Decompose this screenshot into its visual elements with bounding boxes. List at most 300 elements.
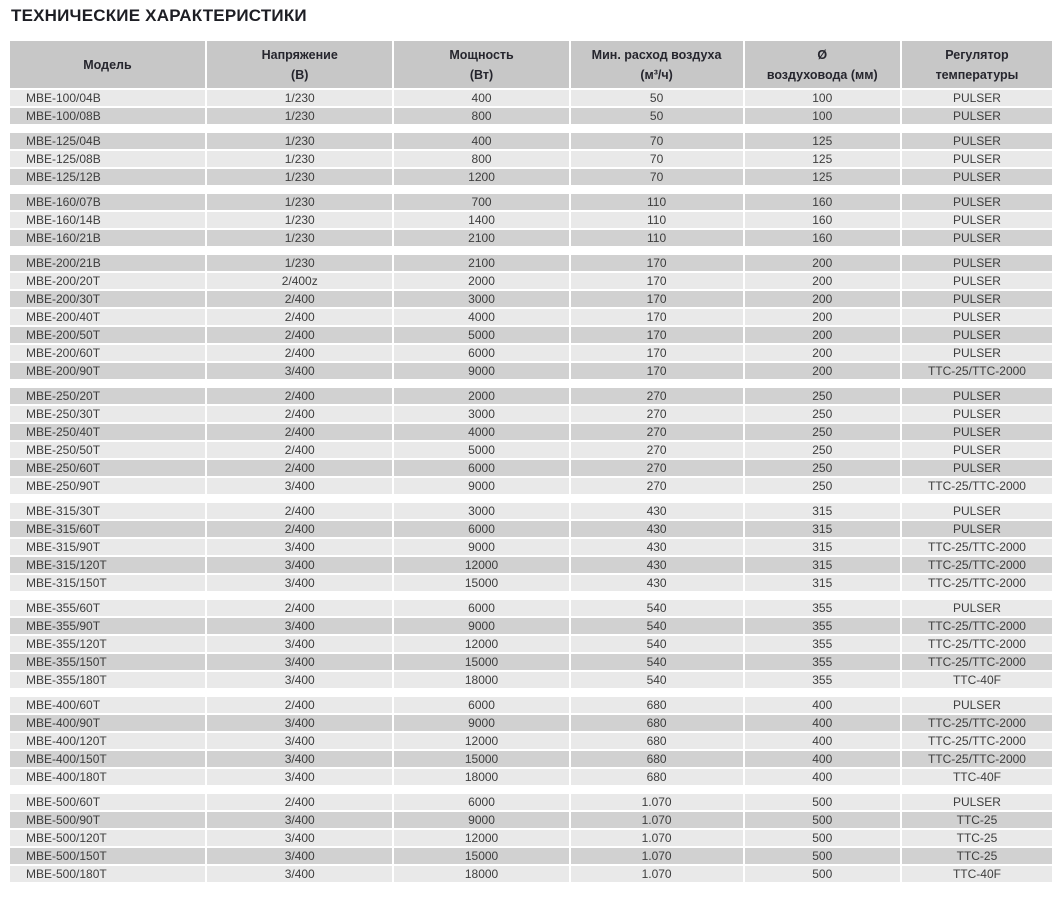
cell-model: MBE-400/150T [10,751,207,767]
column-header-unit: (В) [291,67,309,82]
table-row [10,539,1052,555]
cell-diameter: 400 [745,733,902,749]
cell-power: 6000 [394,600,570,616]
cell-diameter: 315 [745,521,902,537]
cell-power: 3000 [394,503,570,519]
table-row [10,794,1052,810]
cell-regulator: TTC-25/TTC-2000 [902,557,1052,573]
cell-regulator: PULSER [902,133,1052,149]
cell-diameter: 400 [745,751,902,767]
cell-regulator: PULSER [902,291,1052,307]
cell-regulator: TTC-25/TTC-2000 [902,715,1052,731]
cell-model: MBE-400/60T [10,697,207,713]
cell-voltage: 2/400 [207,388,395,404]
cell-model: MBE-250/30T [10,406,207,422]
cell-voltage: 2/400 [207,309,395,325]
cell-diameter: 500 [745,830,902,846]
cell-regulator: PULSER [902,108,1052,124]
cell-diameter: 500 [745,848,902,864]
cell-regulator: PULSER [902,90,1052,106]
cell-airflow: 170 [571,291,745,307]
cell-voltage: 2/400 [207,442,395,458]
table-row [10,424,1052,440]
cell-diameter: 100 [745,108,902,124]
cell-airflow: 540 [571,600,745,616]
cell-regulator: TTC-25 [902,848,1052,864]
cell-diameter: 400 [745,697,902,713]
cell-voltage: 2/400 [207,345,395,361]
cell-airflow: 170 [571,273,745,289]
cell-diameter: 355 [745,654,902,670]
column-header-label: Регулятор [945,47,1009,62]
table-row [10,751,1052,767]
cell-airflow: 430 [571,521,745,537]
table-row [10,733,1052,749]
cell-regulator: TTC-25/TTC-2000 [902,478,1052,494]
cell-model: MBE-400/120T [10,733,207,749]
column-header-unit: (м³/ч) [640,67,673,82]
cell-voltage: 2/400 [207,327,395,343]
cell-diameter: 315 [745,539,902,555]
cell-voltage: 3/400 [207,363,395,379]
cell-airflow: 170 [571,345,745,361]
cell-model: MBE-400/90T [10,715,207,731]
cell-model: MBE-200/90T [10,363,207,379]
cell-regulator: TTC-25/TTC-2000 [902,575,1052,591]
cell-model: MBE-200/40T [10,309,207,325]
table-row [10,133,1052,149]
cell-power: 9000 [394,363,570,379]
cell-diameter: 500 [745,866,902,882]
cell-model: MBE-315/30T [10,503,207,519]
cell-power: 12000 [394,830,570,846]
cell-airflow: 430 [571,503,745,519]
column-header-regulator [902,41,1052,88]
table-header [10,41,1052,88]
table-row [10,600,1052,616]
cell-model: MBE-500/180T [10,866,207,882]
cell-airflow: 110 [571,212,745,228]
cell-power: 800 [394,108,570,124]
cell-voltage: 2/400z [207,273,395,289]
cell-voltage: 3/400 [207,812,395,828]
cell-regulator: TTC-40F [902,769,1052,785]
page-title: ТЕХНИЧЕСКИЕ ХАРАКТЕРИСТИКИ [11,6,307,25]
cell-regulator: TTC-25/TTC-2000 [902,539,1052,555]
column-header-unit: воздуховода (мм) [766,67,878,82]
column-header-power [394,41,570,88]
cell-diameter: 315 [745,575,902,591]
column-header-label: Напряжение [261,47,338,62]
cell-voltage: 1/230 [207,151,395,167]
cell-airflow: 540 [571,672,745,688]
table-row [10,406,1052,422]
cell-diameter: 355 [745,618,902,634]
column-header-unit: температуры [935,67,1019,82]
group-gap [10,126,1052,131]
cell-voltage: 2/400 [207,424,395,440]
cell-diameter: 200 [745,291,902,307]
cell-power: 2000 [394,388,570,404]
table-row [10,769,1052,785]
cell-airflow: 270 [571,460,745,476]
cell-model: MBE-100/04B [10,90,207,106]
cell-regulator: PULSER [902,230,1052,246]
cell-model: MBE-100/08B [10,108,207,124]
cell-regulator: PULSER [902,212,1052,228]
cell-power: 2100 [394,230,570,246]
group-gap-cell [10,690,1052,695]
cell-model: MBE-250/40T [10,424,207,440]
cell-airflow: 680 [571,697,745,713]
cell-model: MBE-500/120T [10,830,207,846]
table-row [10,327,1052,343]
cell-power: 5000 [394,442,570,458]
column-header-airflow [571,41,745,88]
cell-power: 800 [394,151,570,167]
cell-model: MBE-355/180T [10,672,207,688]
cell-power: 6000 [394,697,570,713]
cell-diameter: 160 [745,194,902,210]
cell-power: 18000 [394,769,570,785]
cell-voltage: 3/400 [207,751,395,767]
cell-model: MBE-160/21B [10,230,207,246]
cell-voltage: 2/400 [207,503,395,519]
cell-airflow: 1.070 [571,812,745,828]
table-row [10,812,1052,828]
table-row [10,169,1052,185]
cell-airflow: 540 [571,654,745,670]
cell-regulator: TTC-25/TTC-2000 [902,654,1052,670]
cell-airflow: 110 [571,194,745,210]
cell-power: 12000 [394,557,570,573]
cell-regulator: PULSER [902,255,1052,271]
cell-voltage: 1/230 [207,212,395,228]
cell-regulator: TTC-40F [902,866,1052,882]
cell-model: MBE-355/150T [10,654,207,670]
table-body [10,90,1052,882]
cell-model: MBE-160/14B [10,212,207,228]
cell-model: MBE-200/50T [10,327,207,343]
cell-power: 9000 [394,812,570,828]
cell-voltage: 2/400 [207,794,395,810]
cell-power: 5000 [394,327,570,343]
cell-regulator: PULSER [902,600,1052,616]
group-gap [10,248,1052,253]
cell-diameter: 400 [745,715,902,731]
cell-voltage: 3/400 [207,715,395,731]
table-row [10,866,1052,882]
table-row [10,363,1052,379]
group-gap [10,187,1052,192]
cell-model: MBE-250/20T [10,388,207,404]
cell-airflow: 680 [571,769,745,785]
cell-power: 9000 [394,715,570,731]
cell-power: 2100 [394,255,570,271]
table-row [10,151,1052,167]
cell-voltage: 3/400 [207,539,395,555]
cell-voltage: 2/400 [207,291,395,307]
table-row [10,672,1052,688]
cell-power: 15000 [394,848,570,864]
cell-regulator: TTC-40F [902,672,1052,688]
cell-voltage: 2/400 [207,406,395,422]
cell-model: MBE-250/50T [10,442,207,458]
column-header-label: Модель [83,57,132,72]
table-row [10,255,1052,271]
cell-model: MBE-355/90T [10,618,207,634]
cell-regulator: PULSER [902,697,1052,713]
cell-diameter: 250 [745,406,902,422]
cell-voltage: 2/400 [207,521,395,537]
table-row [10,697,1052,713]
cell-diameter: 315 [745,557,902,573]
cell-diameter: 500 [745,794,902,810]
cell-airflow: 270 [571,388,745,404]
cell-diameter: 250 [745,478,902,494]
cell-model: MBE-315/60T [10,521,207,537]
table-row [10,273,1052,289]
cell-power: 6000 [394,460,570,476]
cell-voltage: 1/230 [207,194,395,210]
cell-model: MBE-200/21B [10,255,207,271]
cell-airflow: 270 [571,406,745,422]
cell-voltage: 2/400 [207,460,395,476]
cell-regulator: PULSER [902,273,1052,289]
cell-regulator: TTC-25 [902,830,1052,846]
cell-regulator: TTC-25/TTC-2000 [902,363,1052,379]
cell-airflow: 70 [571,151,745,167]
table-row [10,575,1052,591]
cell-airflow: 540 [571,636,745,652]
cell-regulator: TTC-25/TTC-2000 [902,733,1052,749]
cell-voltage: 1/230 [207,108,395,124]
cell-regulator: PULSER [902,151,1052,167]
table-row [10,521,1052,537]
cell-voltage: 3/400 [207,654,395,670]
cell-power: 6000 [394,794,570,810]
cell-regulator: PULSER [902,388,1052,404]
cell-voltage: 1/230 [207,133,395,149]
cell-diameter: 355 [745,600,902,616]
cell-diameter: 125 [745,133,902,149]
group-gap [10,381,1052,386]
cell-voltage: 3/400 [207,636,395,652]
spec-table [10,39,1052,884]
cell-airflow: 680 [571,733,745,749]
cell-regulator: PULSER [902,794,1052,810]
cell-model: MBE-125/04B [10,133,207,149]
cell-power: 15000 [394,654,570,670]
cell-voltage: 3/400 [207,866,395,882]
cell-airflow: 430 [571,575,745,591]
cell-power: 6000 [394,345,570,361]
group-gap-cell [10,248,1052,253]
cell-diameter: 200 [745,309,902,325]
cell-regulator: PULSER [902,169,1052,185]
table-row [10,478,1052,494]
cell-voltage: 3/400 [207,575,395,591]
cell-power: 4000 [394,309,570,325]
cell-model: MBE-500/150T [10,848,207,864]
group-gap [10,496,1052,501]
cell-diameter: 200 [745,255,902,271]
cell-diameter: 400 [745,769,902,785]
table-row [10,345,1052,361]
column-header-diameter [745,41,902,88]
table-row [10,212,1052,228]
cell-regulator: PULSER [902,327,1052,343]
cell-diameter: 200 [745,345,902,361]
table-row [10,715,1052,731]
cell-diameter: 125 [745,169,902,185]
table-row [10,618,1052,634]
table-row [10,108,1052,124]
table-row [10,388,1052,404]
cell-power: 3000 [394,406,570,422]
cell-power: 9000 [394,539,570,555]
cell-power: 4000 [394,424,570,440]
cell-airflow: 270 [571,424,745,440]
cell-diameter: 250 [745,424,902,440]
cell-power: 12000 [394,636,570,652]
group-gap [10,593,1052,598]
cell-voltage: 3/400 [207,769,395,785]
cell-power: 18000 [394,672,570,688]
cell-regulator: PULSER [902,309,1052,325]
cell-regulator: TTC-25/TTC-2000 [902,751,1052,767]
cell-model: MBE-315/90T [10,539,207,555]
cell-power: 1400 [394,212,570,228]
table-row [10,557,1052,573]
cell-voltage: 1/230 [207,230,395,246]
group-gap-cell [10,187,1052,192]
cell-diameter: 125 [745,151,902,167]
cell-airflow: 110 [571,230,745,246]
cell-diameter: 100 [745,90,902,106]
cell-power: 6000 [394,521,570,537]
cell-power: 15000 [394,575,570,591]
cell-airflow: 680 [571,751,745,767]
cell-model: MBE-500/60T [10,794,207,810]
cell-diameter: 250 [745,460,902,476]
cell-regulator: PULSER [902,406,1052,422]
table-row [10,90,1052,106]
group-gap [10,787,1052,792]
cell-model: MBE-315/120T [10,557,207,573]
cell-model: MBE-400/180T [10,769,207,785]
cell-voltage: 2/400 [207,697,395,713]
cell-airflow: 170 [571,327,745,343]
group-gap-cell [10,593,1052,598]
cell-power: 700 [394,194,570,210]
cell-airflow: 1.070 [571,794,745,810]
cell-regulator: PULSER [902,194,1052,210]
cell-voltage: 1/230 [207,169,395,185]
cell-regulator: TTC-25/TTC-2000 [902,636,1052,652]
cell-diameter: 315 [745,503,902,519]
cell-diameter: 160 [745,230,902,246]
cell-airflow: 170 [571,363,745,379]
cell-diameter: 200 [745,363,902,379]
cell-model: MBE-315/150T [10,575,207,591]
cell-airflow: 50 [571,90,745,106]
cell-model: MBE-355/120T [10,636,207,652]
cell-model: MBE-160/07B [10,194,207,210]
column-header-label: Мин. расход воздуха [591,47,722,62]
cell-power: 15000 [394,751,570,767]
cell-regulator: PULSER [902,460,1052,476]
table-row [10,636,1052,652]
group-gap-cell [10,126,1052,131]
cell-power: 12000 [394,733,570,749]
cell-voltage: 3/400 [207,830,395,846]
table-row [10,309,1052,325]
cell-model: MBE-250/90T [10,478,207,494]
group-gap-cell [10,381,1052,386]
cell-voltage: 2/400 [207,600,395,616]
cell-model: MBE-200/20T [10,273,207,289]
table-row [10,442,1052,458]
cell-airflow: 1.070 [571,866,745,882]
cell-power: 400 [394,90,570,106]
header-row [10,41,1052,88]
cell-regulator: PULSER [902,424,1052,440]
cell-airflow: 270 [571,478,745,494]
cell-regulator: PULSER [902,521,1052,537]
cell-power: 1200 [394,169,570,185]
cell-diameter: 250 [745,388,902,404]
cell-regulator: TTC-25 [902,812,1052,828]
cell-voltage: 3/400 [207,618,395,634]
cell-regulator: TTC-25/TTC-2000 [902,618,1052,634]
cell-model: MBE-200/60T [10,345,207,361]
cell-airflow: 170 [571,255,745,271]
group-gap-cell [10,496,1052,501]
cell-power: 2000 [394,273,570,289]
group-gap [10,690,1052,695]
cell-voltage: 3/400 [207,733,395,749]
cell-model: MBE-355/60T [10,600,207,616]
cell-voltage: 1/230 [207,255,395,271]
table-row [10,230,1052,246]
cell-diameter: 355 [745,636,902,652]
cell-regulator: PULSER [902,442,1052,458]
cell-airflow: 70 [571,133,745,149]
cell-airflow: 270 [571,442,745,458]
cell-diameter: 355 [745,672,902,688]
cell-diameter: 200 [745,327,902,343]
table-row [10,291,1052,307]
table-row [10,503,1052,519]
table-row [10,194,1052,210]
column-header-label: Мощность [449,47,514,62]
cell-power: 3000 [394,291,570,307]
cell-model: MBE-125/12B [10,169,207,185]
table-row [10,460,1052,476]
cell-model: MBE-500/90T [10,812,207,828]
cell-diameter: 160 [745,212,902,228]
column-header-label: Ø [817,47,828,62]
column-header-voltage [207,41,395,88]
cell-regulator: PULSER [902,503,1052,519]
cell-model: MBE-200/30T [10,291,207,307]
cell-airflow: 1.070 [571,830,745,846]
cell-airflow: 430 [571,539,745,555]
cell-airflow: 430 [571,557,745,573]
cell-voltage: 1/230 [207,90,395,106]
cell-regulator: PULSER [902,345,1052,361]
